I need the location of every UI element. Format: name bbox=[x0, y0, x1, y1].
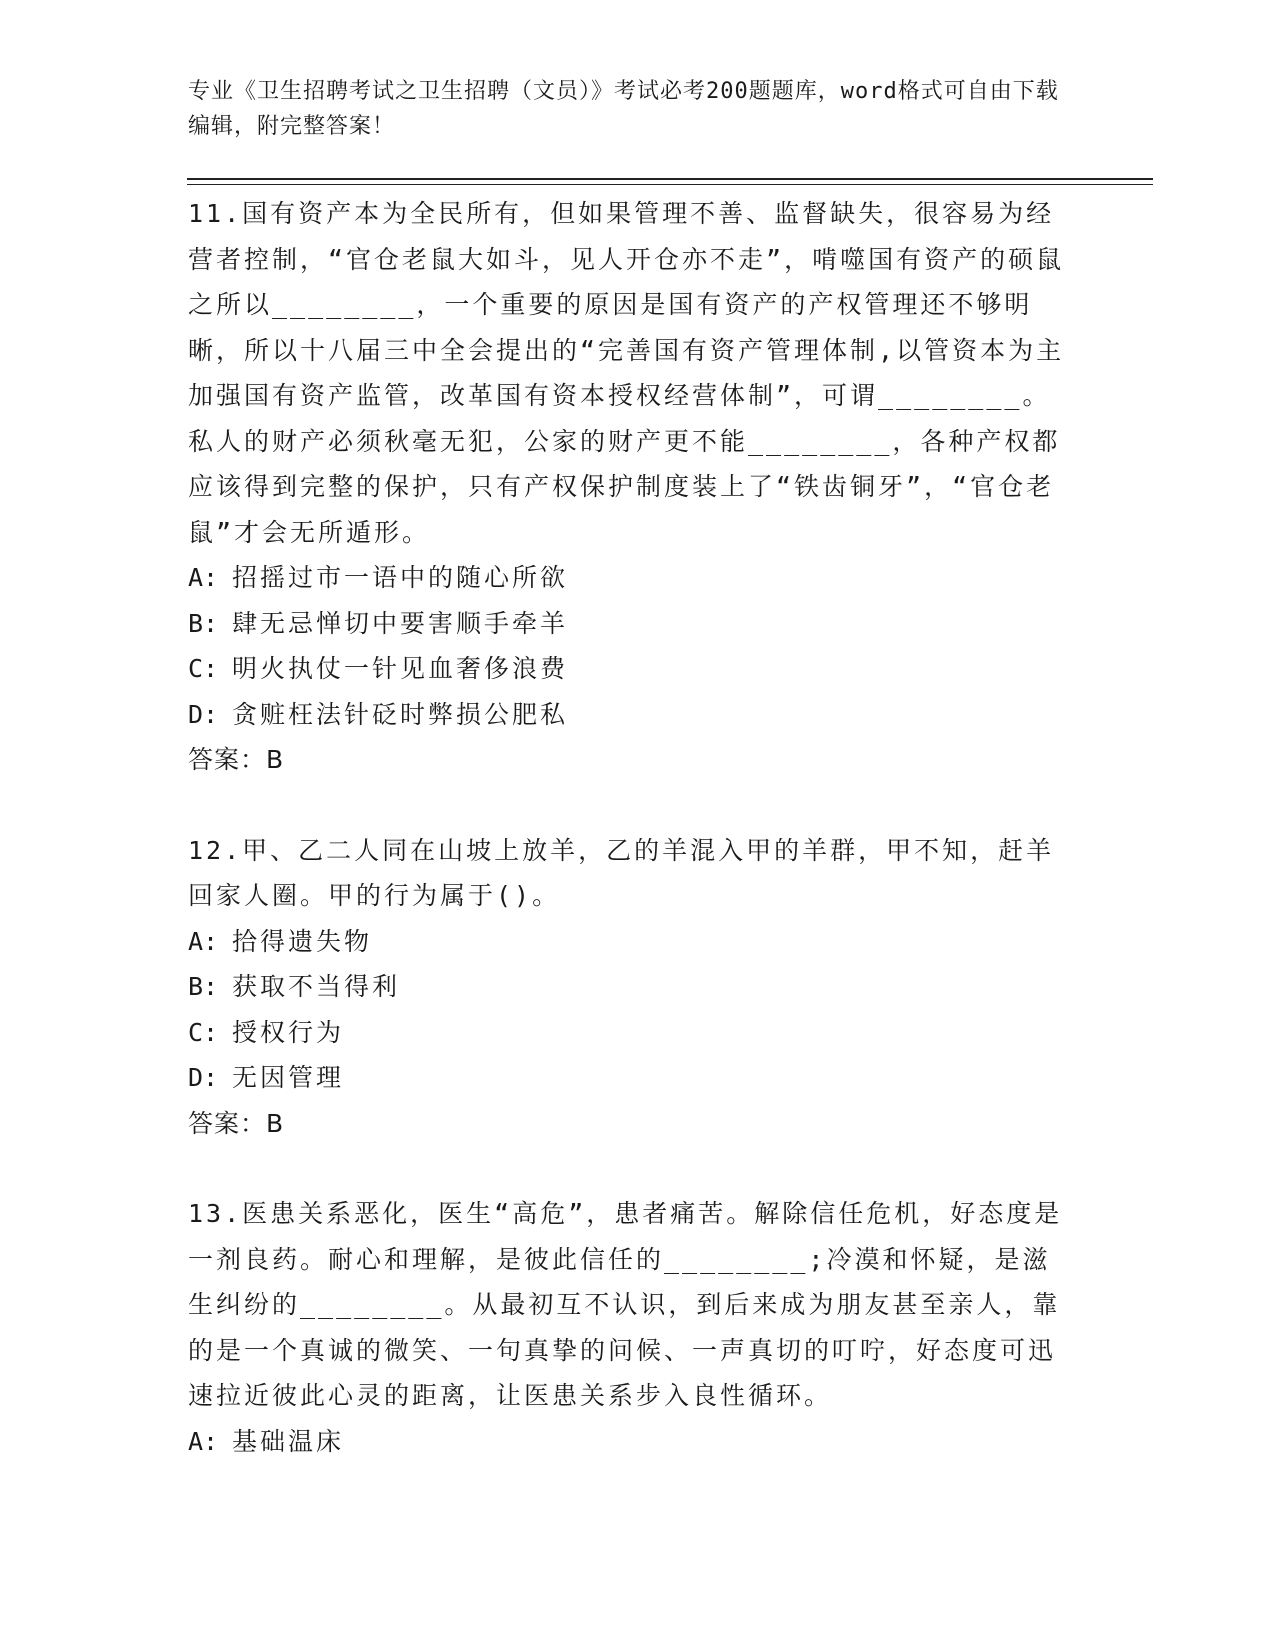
option-c bbox=[188, 1010, 1068, 1056]
option-letter: A: bbox=[188, 926, 219, 956]
option-a bbox=[188, 919, 1068, 965]
option-text: 肆无忌惮切中要害顺手牵羊 bbox=[232, 608, 569, 638]
option-letter: C: bbox=[188, 1017, 219, 1047]
option-b bbox=[188, 601, 1068, 647]
option-text: 贪赃枉法针砭时弊损公肥私 bbox=[232, 699, 569, 729]
question-13 bbox=[188, 1191, 1068, 1464]
option-text: 拾得遗失物 bbox=[232, 926, 373, 956]
option-letter: B: bbox=[188, 608, 219, 638]
option-text: 招摇过市一语中的随心所欲 bbox=[232, 563, 569, 592]
option-text: 基础温床 bbox=[232, 1426, 345, 1456]
option-letter: B: bbox=[188, 972, 219, 1001]
option-a bbox=[188, 555, 1068, 601]
header-divider bbox=[187, 178, 1153, 180]
document-header: 专业《卫生招聘考试之卫生招聘（文员）》考试必考200题题库，word格式可自由下载编辑，附完整答案！ bbox=[188, 79, 1059, 139]
question-11 bbox=[188, 191, 1068, 783]
question-list bbox=[188, 191, 1068, 1464]
option-letter: D: bbox=[188, 1063, 219, 1092]
option-letter: D: bbox=[188, 699, 219, 729]
option-d bbox=[188, 692, 1068, 738]
option-b bbox=[188, 964, 1068, 1010]
question-12 bbox=[188, 828, 1068, 1147]
question-stem: 13.医患关系恶化，医生“高危”，患者痛苦。解除信任危机，好态度是一剂良药。耐心和理解，是彼此信任的________;冷漠和怀疑，是滋生纠纷的________。从最初互不认识，到后来成为朋友甚至亲人，靠的是一个真诚的微笑、一句真挚的问候、一声真切的叮咛，好态度可迅速拉近彼此心灵的距离，让医患关系步入良性循环。 bbox=[188, 1199, 1063, 1410]
option-text: 无因管理 bbox=[232, 1063, 345, 1092]
header-divider-thin bbox=[187, 184, 1153, 185]
option-c bbox=[188, 646, 1068, 692]
option-d bbox=[188, 1055, 1068, 1101]
question-stem: 12.甲、乙二人同在山坡上放羊，乙的羊混入甲的羊群，甲不知，赶羊回家人圈。甲的行为属于()。 bbox=[188, 835, 1055, 910]
option-a bbox=[188, 1419, 1068, 1465]
answer-text: 答案：B bbox=[188, 1108, 285, 1138]
question-stem: 11.国有资产本为全民所有，但如果管理不善、监督缺失，很容易为经营者控制，“官仓老鼠大如斗，见人开仓亦不走”，啃噬国有资产的硕鼠之所以________，一个重要的原因是国有资产的产权管理还不够明晰，所以十八届三中全会提出的“完善国有资产管理体制,以管资本为主加强国有资产监管，改革国有资本授权经营体制”，可谓________。私人的财产必须秋毫无犯，公家的财产更不能________，各种产权都应该得到完整的保护，只有产权保护制度装上了“铁齿铜牙”，“官仓老鼠”才会无所遁形。 bbox=[188, 199, 1065, 547]
option-text: 获取不当得利 bbox=[232, 972, 401, 1001]
option-text: 授权行为 bbox=[232, 1017, 345, 1047]
option-letter: A: bbox=[188, 563, 219, 592]
option-text: 明火执仗一针见血奢侈浪费 bbox=[232, 654, 569, 683]
option-letter: A: bbox=[188, 1426, 219, 1456]
answer-text: 答案：B bbox=[188, 745, 285, 774]
option-letter: C: bbox=[188, 654, 219, 683]
